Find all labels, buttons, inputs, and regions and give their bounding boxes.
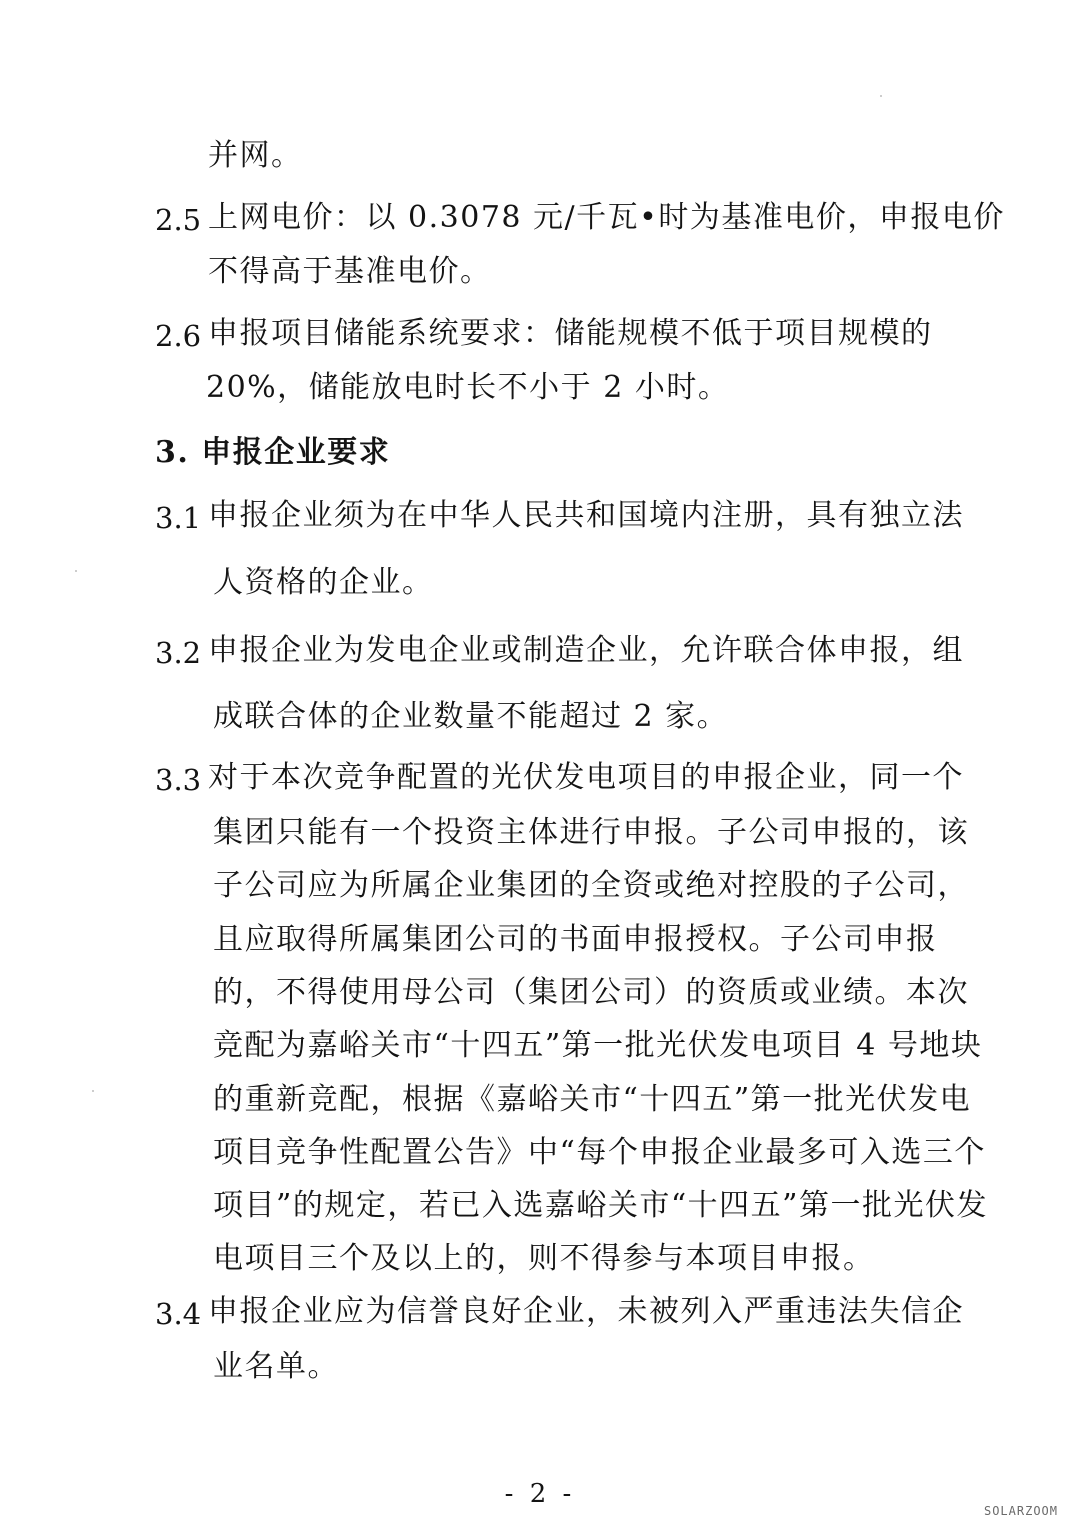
text-line: 申报企业为发电企业或制造企业，允许联合体申报，组	[208, 633, 964, 668]
text-line: 的，不得使用母公司（集团公司）的资质或业绩。本次	[213, 975, 969, 1010]
page-number: - 2 -	[504, 1479, 576, 1509]
text-line: 电项目三个及以上的，则不得参与本项目申报。	[213, 1241, 875, 1276]
item-number: 3.1	[155, 501, 202, 535]
text-line: 人资格的企业。	[213, 565, 434, 600]
watermark: SOLARZOOM	[983, 1504, 1058, 1518]
text-line: 项目竞争性配置公告》中“每个申报企业最多可入选三个	[213, 1135, 986, 1170]
text-line: 申报企业应为信誉良好企业，未被列入严重违法失信企	[208, 1294, 964, 1329]
scan-speck	[880, 95, 882, 97]
text-line: 项目”的规定，若已入选嘉峪关市“十四五”第一批光伏发	[213, 1188, 989, 1223]
text-line: 申报企业须为在中华人民共和国境内注册，具有独立法	[208, 498, 964, 533]
item-number: 2.5	[155, 203, 202, 237]
item-number: 3.2	[155, 636, 202, 670]
scan-speck	[75, 570, 77, 572]
text-line: 上网电价：以 0.3078 元/千瓦•时为基准电价，申报电价	[208, 200, 1005, 235]
item-number: 2.6	[155, 319, 202, 353]
text-line: 的重新竞配，根据《嘉峪关市“十四五”第一批光伏发电	[213, 1082, 972, 1117]
text-line: 竞配为嘉峪关市“十四五”第一批光伏发电项目 4 号地块	[213, 1028, 983, 1063]
scan-speck	[92, 1090, 94, 1092]
item-number: 3.4	[155, 1297, 202, 1331]
section-heading: 3. 申报企业要求	[155, 435, 391, 470]
text-line: 成联合体的企业数量不能超过 2 家。	[213, 699, 729, 734]
text-line: 并网。	[208, 138, 303, 173]
text-line: 集团只能有一个投资主体进行申报。子公司申报的，该	[213, 815, 969, 850]
text-line: 不得高于基准电价。	[208, 254, 492, 289]
text-line: 且应取得所属集团公司的书面申报授权。子公司申报	[213, 922, 938, 957]
text-line: 对于本次竞争配置的光伏发电项目的申报企业，同一个	[208, 760, 964, 795]
text-line: 20%，储能放电时长不小于 2 小时。	[206, 370, 730, 405]
text-line: 业名单。	[213, 1349, 339, 1384]
item-number: 3.3	[155, 763, 202, 797]
text-line: 申报项目储能系统要求：储能规模不低于项目规模的	[208, 316, 933, 351]
text-line: 子公司应为所属企业集团的全资或绝对控股的子公司，	[213, 868, 969, 903]
